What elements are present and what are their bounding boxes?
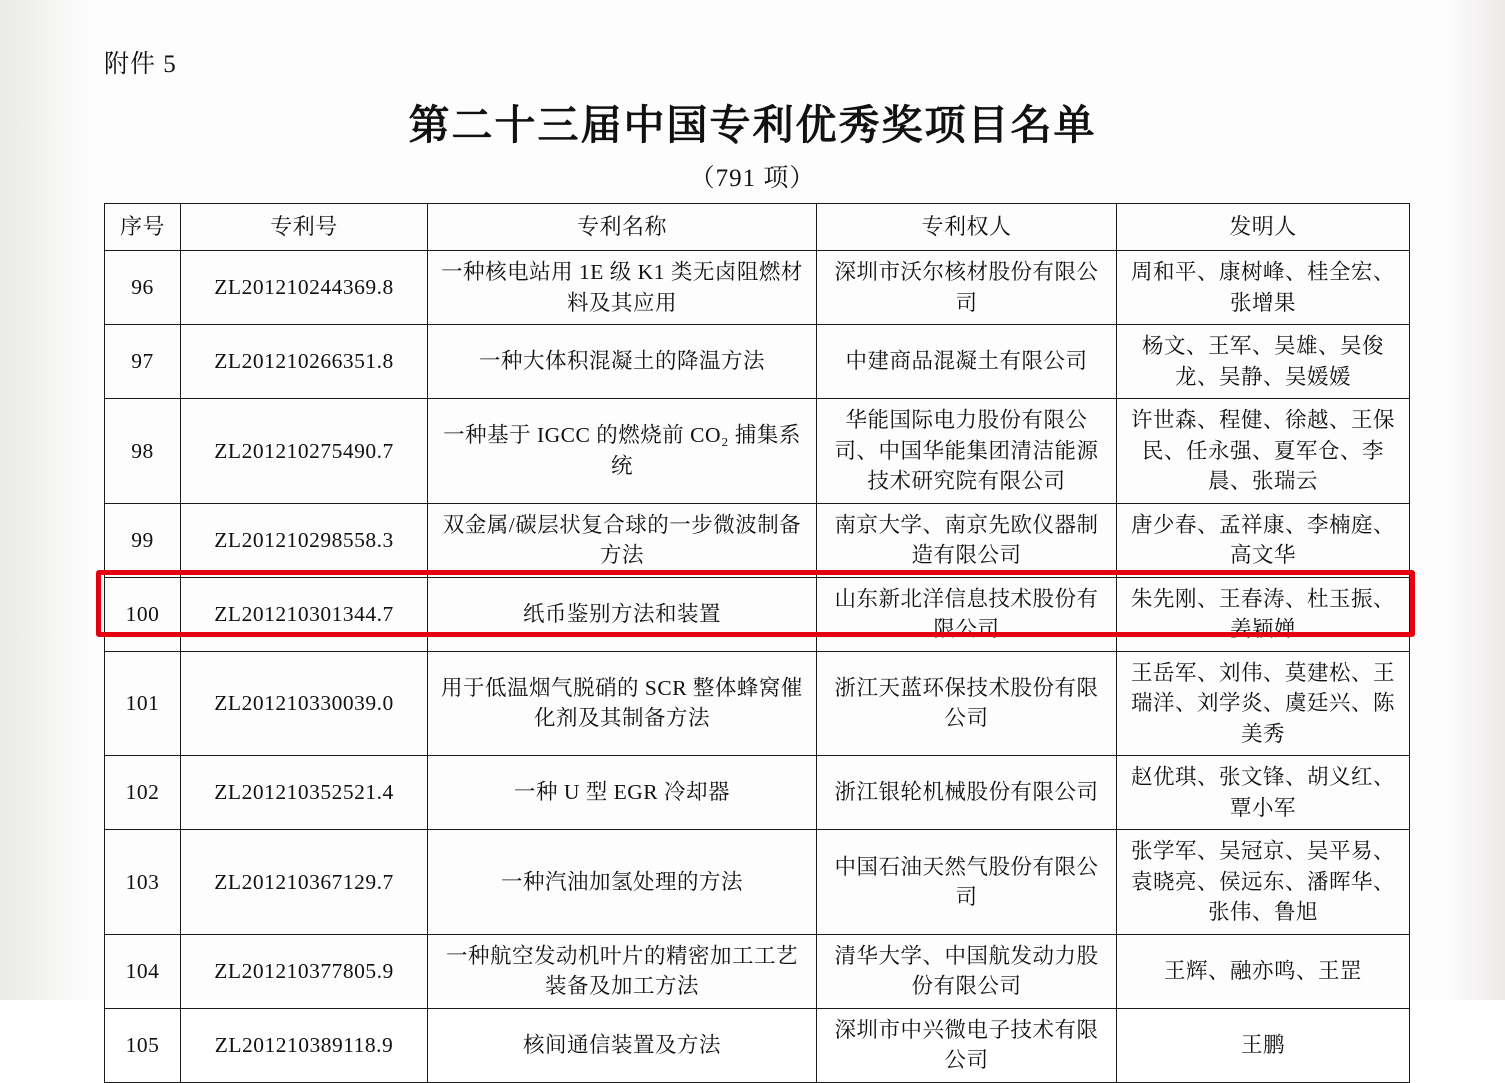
cell-inventors: 唐少春、孟祥康、李楠庭、高文华 [1117, 503, 1410, 577]
cell-owner: 浙江天蓝环保技术股份有限公司 [817, 651, 1117, 756]
cell-index: 105 [105, 1008, 181, 1082]
cell-owner: 浙江银轮机械股份有限公司 [817, 756, 1117, 830]
table-row [105, 934, 1410, 1008]
cell-owner: 清华大学、中国航发动力股份有限公司 [817, 934, 1117, 1008]
cell-index: 100 [105, 577, 181, 651]
column-header-patentno: 专利号 [181, 204, 428, 251]
cell-owner: 南京大学、南京先欧仪器制造有限公司 [817, 503, 1117, 577]
cell-name: 一种大体积混凝土的降温方法 [428, 325, 817, 399]
cell-name: 一种航空发动机叶片的精密加工工艺装备及加工方法 [428, 934, 817, 1008]
attachment-label: 附件 5 [104, 51, 177, 78]
cell-patent-no: ZL201210352521.4 [181, 756, 428, 830]
cell-inventors: 王辉、融亦鸣、王罡 [1117, 934, 1410, 1008]
table-header-row [105, 204, 1410, 251]
table-row [105, 1008, 1410, 1082]
cell-index: 102 [105, 756, 181, 830]
cell-name: 一种核电站用 1E 级 K1 类无卤阻燃材料及其应用 [428, 251, 817, 325]
cell-patent-no: ZL201210301344.7 [181, 577, 428, 651]
cell-patent-no: ZL201210389118.9 [181, 1008, 428, 1082]
cell-name: 用于低温烟气脱硝的 SCR 整体蜂窝催化剂及其制备方法 [428, 651, 817, 756]
cell-owner: 中建商品混凝土有限公司 [817, 325, 1117, 399]
cell-index: 97 [105, 325, 181, 399]
column-header-index: 序号 [105, 204, 181, 251]
cell-patent-no: ZL201210367129.7 [181, 830, 428, 935]
page-title: 第二十三届中国专利优秀奖项目名单 [408, 102, 1097, 148]
table-row [105, 325, 1410, 399]
cell-name: 一种基于 IGCC 的燃烧前 CO₂ 捕集系统 [428, 399, 817, 504]
cell-patent-no: ZL201210244369.8 [181, 251, 428, 325]
cell-index: 98 [105, 399, 181, 504]
cell-owner: 深圳市中兴微电子技术有限公司 [817, 1008, 1117, 1082]
cell-inventors: 赵优琪、张文锋、胡义红、覃小军 [1117, 756, 1410, 830]
table-row [105, 577, 1410, 651]
cell-owner: 华能国际电力股份有限公司、中国华能集团清洁能源技术研究院有限公司 [817, 399, 1117, 504]
table-row [105, 756, 1410, 830]
cell-name: 核间通信装置及方法 [428, 1008, 817, 1082]
cell-index: 101 [105, 651, 181, 756]
cell-index: 99 [105, 503, 181, 577]
item-count-subtitle: （791 项） [689, 165, 816, 192]
cell-inventors: 张学军、吴冠京、吴平易、袁晓亮、侯远东、潘晖华、张伟、鲁旭 [1117, 830, 1410, 935]
cell-name: 一种汽油加氢处理的方法 [428, 830, 817, 935]
cell-inventors: 许世森、程健、徐越、王保民、任永强、夏军仓、李晨、张瑞云 [1117, 399, 1410, 504]
column-header-name: 专利名称 [428, 204, 817, 251]
patent-list-table [104, 203, 1410, 1083]
cell-patent-no: ZL201210377805.9 [181, 934, 428, 1008]
cell-inventors: 周和平、康树峰、桂全宏、张增果 [1117, 251, 1410, 325]
cell-owner: 中国石油天然气股份有限公司 [817, 830, 1117, 935]
column-header-owner: 专利权人 [817, 204, 1117, 251]
cell-owner: 山东新北洋信息技术股份有限公司 [817, 577, 1117, 651]
cell-name: 纸币鉴别方法和装置 [428, 577, 817, 651]
table-row [105, 503, 1410, 577]
cell-inventors: 朱先刚、王春涛、杜玉振、姜颖婵 [1117, 577, 1410, 651]
cell-index: 104 [105, 934, 181, 1008]
cell-patent-no: ZL201210275490.7 [181, 399, 428, 504]
patent-list-table-wrapper [104, 203, 1409, 1083]
table-body [105, 251, 1410, 1083]
cell-patent-no: ZL201210298558.3 [181, 503, 428, 577]
cell-name: 双金属/碳层状复合球的一步微波制备方法 [428, 503, 817, 577]
cell-name: 一种 U 型 EGR 冷却器 [428, 756, 817, 830]
cell-inventors: 王鹏 [1117, 1008, 1410, 1082]
table-row [105, 399, 1410, 504]
cell-index: 103 [105, 830, 181, 935]
cell-patent-no: ZL201210266351.8 [181, 325, 428, 399]
table-row [105, 251, 1410, 325]
cell-owner: 深圳市沃尔核材股份有限公司 [817, 251, 1117, 325]
column-header-inventor: 发明人 [1117, 204, 1410, 251]
cell-patent-no: ZL201210330039.0 [181, 651, 428, 756]
cell-inventors: 杨文、王军、吴雄、吴俊龙、吴静、吴媛媛 [1117, 325, 1410, 399]
table-row [105, 651, 1410, 756]
cell-index: 96 [105, 251, 181, 325]
cell-inventors: 王岳军、刘伟、莫建松、王瑞洋、刘学炎、虞廷兴、陈美秀 [1117, 651, 1410, 756]
table-row [105, 830, 1410, 935]
